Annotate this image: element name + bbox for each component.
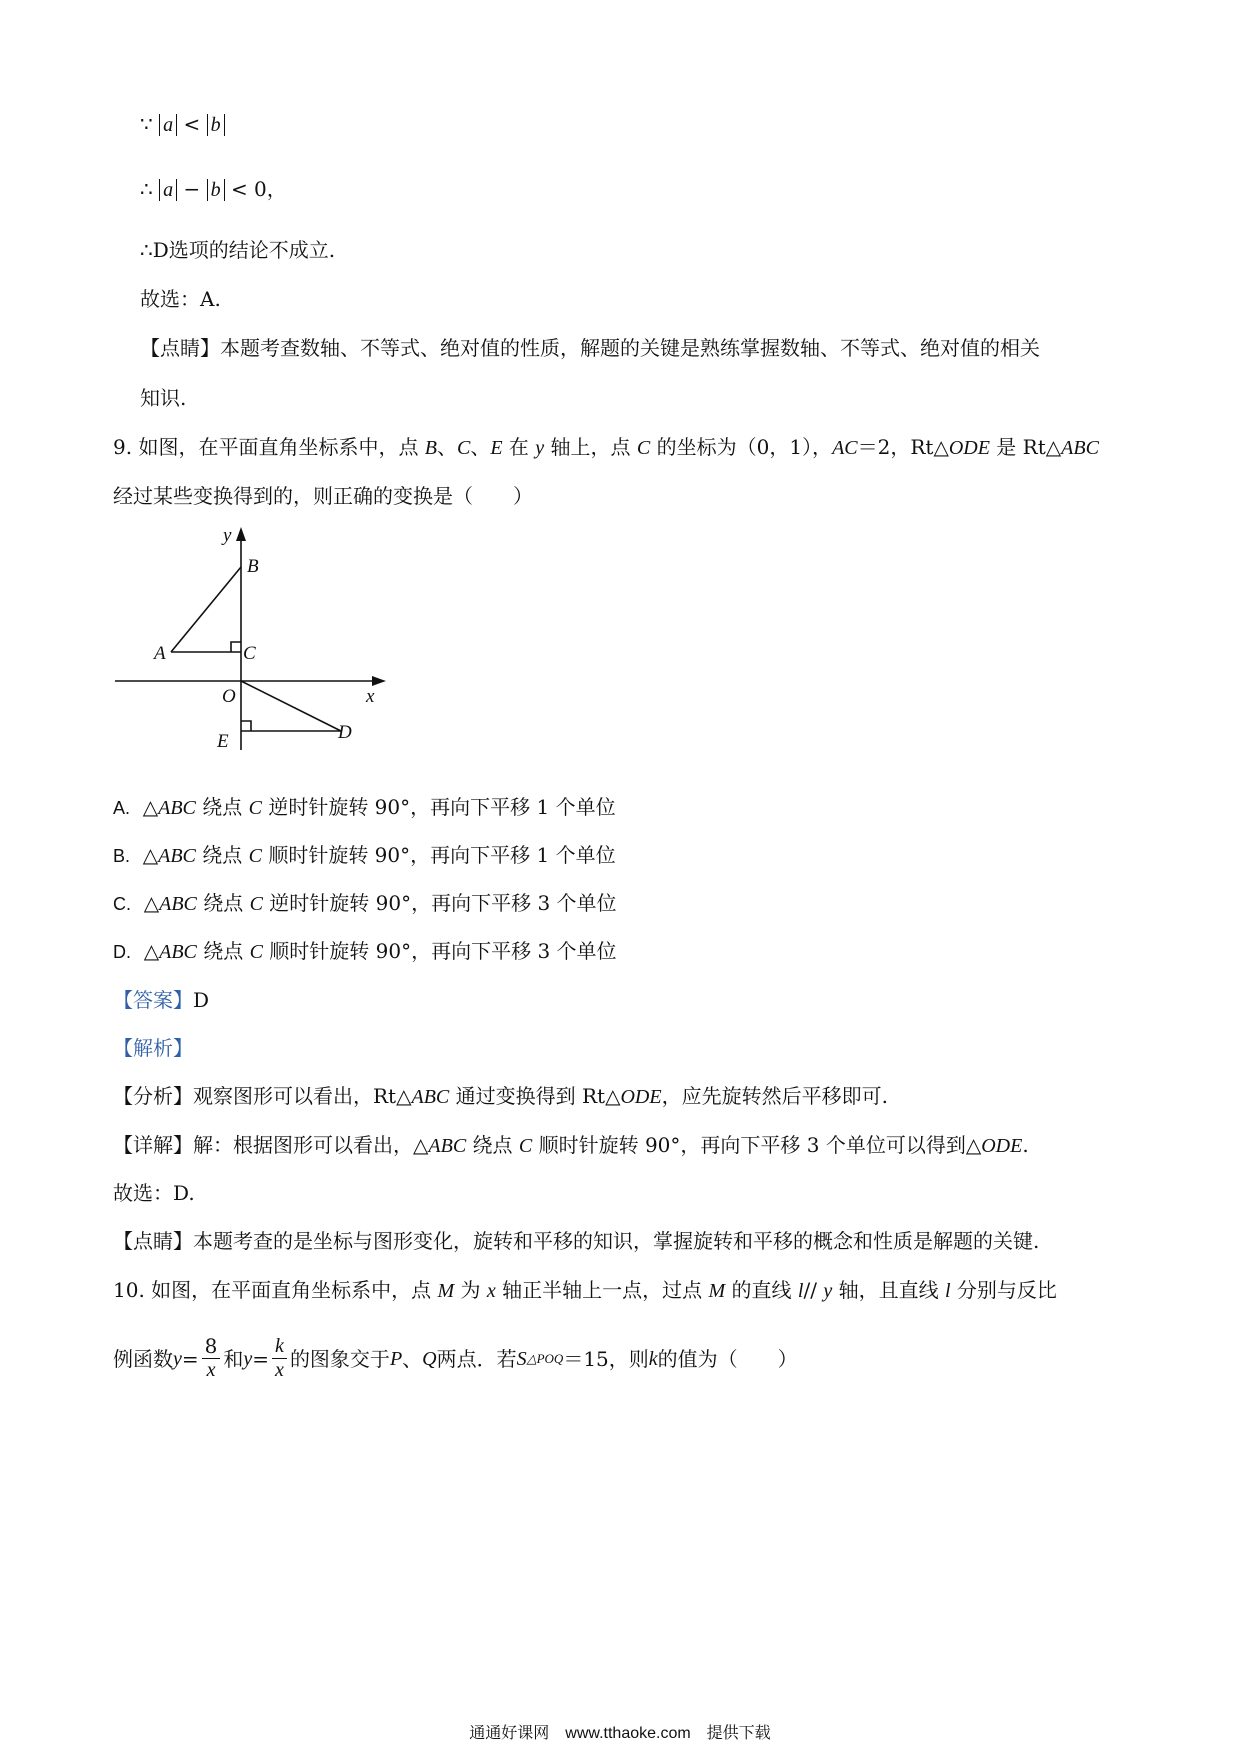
because-symbol: ∵ [140, 112, 153, 136]
q9-answer [113, 988, 209, 1012]
var: y [243, 1347, 253, 1370]
var: y [535, 437, 545, 459]
text: . [1022, 1133, 1029, 1157]
text: 和 [223, 1346, 244, 1371]
text: 、 [470, 435, 491, 459]
var: S [516, 1347, 527, 1370]
option-text: 顺时针旋转 90°，再向下平移 3 个单位 [262, 939, 617, 963]
fenxi-tag: 【分析】 [113, 1084, 193, 1108]
var: P [389, 1347, 403, 1370]
var: l [944, 1280, 951, 1302]
label-y: y [223, 525, 232, 546]
triangle-symbol: △ [142, 843, 159, 867]
text: 绕点 [195, 843, 249, 867]
fraction-8-over-x [202, 1335, 221, 1382]
abs-a: a [159, 114, 177, 136]
text: 是 Rt△ [989, 435, 1062, 459]
prev-comment [140, 336, 1040, 360]
reason-line-1 [140, 112, 225, 136]
fraction-k-over-x [272, 1335, 287, 1382]
var: ABC [159, 893, 197, 915]
text: = [181, 1346, 199, 1371]
text: ，应先旋转然后平移即可. [661, 1084, 888, 1108]
var: M [708, 1280, 726, 1302]
var: C [457, 437, 471, 459]
text: 绕点 [196, 891, 250, 915]
var: ABC [1061, 437, 1099, 459]
var: ABC [158, 797, 196, 819]
option-letter: A. [113, 798, 131, 818]
text: 绕点 [196, 939, 250, 963]
x-axis-arrow [372, 676, 386, 686]
q9-figure [110, 525, 390, 765]
var: y [823, 1280, 833, 1302]
option-text: 逆时针旋转 90°，再向下平移 3 个单位 [262, 891, 617, 915]
text: 顺时针旋转 90°，再向下平移 3 个单位可以得到△ [532, 1133, 982, 1157]
therefore-symbol: ∴ [140, 177, 153, 201]
text: ＝15，则 [563, 1346, 649, 1371]
var: C [249, 893, 263, 915]
q9-stem-line-1 [113, 435, 1099, 460]
option-letter: C. [113, 894, 131, 914]
denominator: x [206, 1359, 216, 1381]
inequality-rest: < 0， [230, 177, 287, 201]
q9-option-b [113, 843, 616, 868]
right-angle-c [231, 642, 241, 652]
xiangjie-tag: 【详解】 [113, 1133, 193, 1157]
triangle-symbol: △ [142, 795, 159, 819]
label-c: C [243, 643, 256, 664]
dianjing-text: 本题考查的是坐标与图形变化，旋转和平移的知识，掌握旋转和平移的概念和性质是解题的关键. [193, 1229, 1040, 1253]
prev-comment-cont: 知识. [140, 386, 187, 410]
text: 10. 如图，在平面直角坐标系中，点 [113, 1278, 438, 1302]
var: ABC [158, 845, 196, 867]
text: 两点．若 [436, 1346, 517, 1371]
reason-line-4: 故选：A. [140, 287, 221, 311]
text: 的值为（ ） [657, 1346, 798, 1371]
reason-line-3: ∴D选项的结论不成立. [140, 238, 336, 262]
text: 例函数 [113, 1346, 173, 1371]
denominator: x [275, 1359, 284, 1381]
var: l [797, 1280, 804, 1302]
abs-b: b [207, 179, 225, 201]
text: 绕点 [466, 1133, 519, 1157]
var: ABC [411, 1086, 450, 1108]
text: 、 [402, 1346, 423, 1371]
q9-fenxi [113, 1084, 888, 1109]
segment-od [241, 681, 341, 731]
var: y [173, 1347, 182, 1370]
var: AC [832, 437, 858, 459]
var: Q [422, 1347, 437, 1370]
q9-xiangjie [113, 1133, 1029, 1158]
minus: − [183, 177, 201, 201]
q10-stem-line-1 [113, 1278, 1057, 1303]
var: ODE [981, 1135, 1023, 1157]
var: ODE [948, 437, 990, 459]
comment-text: 本题考查数轴、不等式、绝对值的性质，解题的关键是熟练掌握数轴、不等式、绝对值的相关 [220, 336, 1040, 360]
reason-line-2 [140, 177, 287, 201]
var: C [248, 797, 262, 819]
text: 绕点 [195, 795, 249, 819]
label-a: A [154, 643, 166, 664]
q9-stem-line-2: 经过某些变换得到的，则正确的变换是（ ） [113, 484, 533, 508]
q9-analysis-tag: 【解析】 [113, 1036, 193, 1060]
var: ABC [159, 941, 197, 963]
q9-choose: 故选：D. [113, 1181, 195, 1205]
text: ＝2，Rt△ [857, 435, 949, 459]
q9-dianjing [113, 1229, 1039, 1253]
abs-a: a [159, 179, 177, 201]
var: C [518, 1135, 533, 1157]
label-d: D [338, 722, 352, 743]
q9-option-c [113, 891, 617, 916]
text: 观察图形可以看出，Rt△ [193, 1084, 412, 1108]
text: 在 [502, 435, 536, 459]
triangle-symbol: △ [143, 891, 160, 915]
option-letter: B. [113, 846, 131, 866]
text: 、 [437, 435, 458, 459]
less-than: < [183, 112, 201, 136]
text: 的图象交于 [289, 1346, 390, 1371]
var: E [490, 437, 503, 459]
segment-ab [171, 567, 241, 652]
text: 的坐标为（0，1）， [650, 435, 833, 459]
var: x [486, 1280, 496, 1302]
text: 9. 如图，在平面直角坐标系中，点 [113, 435, 425, 459]
triangle-symbol: △ [143, 939, 160, 963]
var: k [648, 1347, 658, 1370]
text: 的直线 [725, 1278, 798, 1302]
label-b: B [247, 556, 259, 577]
text: 轴，且直线 [832, 1278, 945, 1302]
text: 解：根据图形可以看出，△ [193, 1133, 429, 1157]
right-angle-e [241, 721, 251, 731]
option-text: 顺时针旋转 90°，再向下平移 1 个单位 [261, 843, 616, 867]
dianjing-tag: 【点睛】 [113, 1229, 193, 1253]
option-text: 逆时针旋转 90°，再向下平移 1 个单位 [261, 795, 616, 819]
q9-option-d [113, 939, 617, 964]
var: ABC [428, 1135, 467, 1157]
answer-tag: 【答案】 [113, 988, 193, 1012]
var: C [249, 941, 263, 963]
text: // [803, 1278, 824, 1302]
var: C [636, 437, 651, 459]
text: 分别与反比 [950, 1278, 1057, 1302]
footer-source: 通通好课网 www.tthaoke.com 提供下载 [469, 1725, 771, 1742]
comment-tag: 【点睛】 [140, 336, 220, 360]
var: M [437, 1280, 455, 1302]
y-axis-arrow [236, 527, 246, 541]
text: 轴正半轴上一点，过点 [495, 1278, 709, 1302]
var: B [424, 437, 438, 459]
numerator: k [272, 1335, 287, 1359]
text: 轴上，点 [544, 435, 637, 459]
q9-option-a [113, 795, 616, 820]
q10-stem-line-2 [113, 1335, 798, 1382]
subscript: △POQ [526, 1350, 564, 1366]
numerator: 8 [202, 1335, 221, 1359]
abs-b: b [207, 114, 225, 136]
text: = [252, 1346, 270, 1371]
option-letter: D. [113, 942, 131, 962]
label-e: E [217, 731, 229, 752]
var: C [248, 845, 262, 867]
label-x: x [366, 686, 375, 707]
var: ODE [620, 1086, 662, 1108]
answer-value: D [193, 988, 210, 1012]
label-o: O [222, 686, 236, 707]
text: 为 [454, 1278, 487, 1302]
text: 通过变换得到 Rt△ [449, 1084, 621, 1108]
